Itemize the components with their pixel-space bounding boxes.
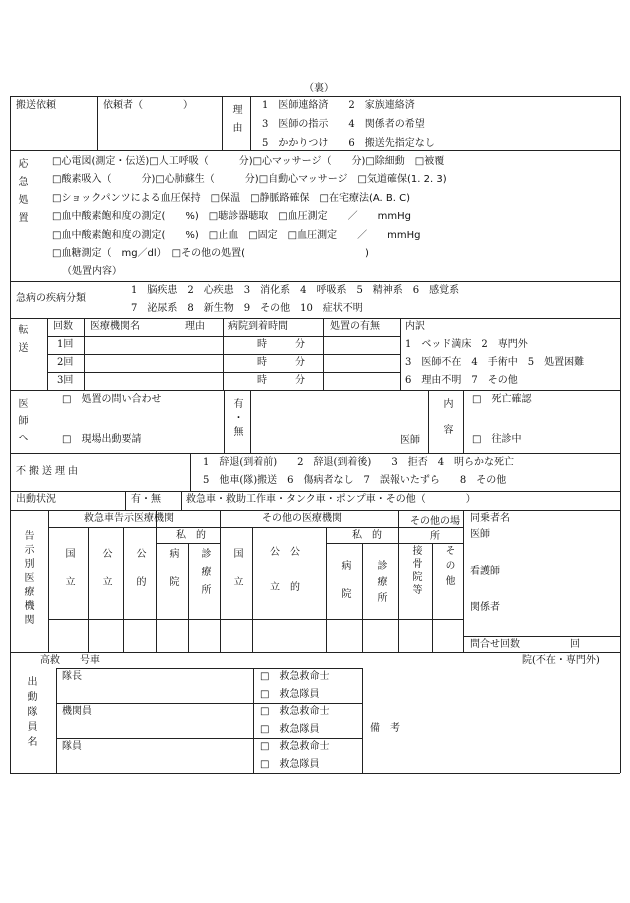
reason-line-1: 1 医師連絡済 2 家族連絡済 [262, 100, 415, 111]
col-hospital-2: 病院 [339, 560, 350, 616]
col-hospital-1: 病院 [167, 548, 178, 604]
member-qual-2[interactable]: □ 救急隊員 [260, 759, 320, 770]
disease-line-1: 1 脳疾患 2 心疾患 3 消化系 4 呼吸系 5 精神系 6 感覚系 [131, 285, 460, 296]
content-label: 内容 [441, 398, 452, 450]
other-header: その他の医療機関 [262, 513, 342, 524]
no-transport-line-2: 5 他車(隊)搬送 6 傷病者なし 7 誤報いたずら 8 その他 [203, 475, 507, 486]
house-call-checkbox[interactable]: □ 往診中 [472, 434, 522, 445]
col-clinic-1: 診療所 [199, 548, 210, 602]
detail-line-1: 1 ベッド満床 2 専門外 [405, 339, 528, 350]
col-institution: 医療機関名 [90, 321, 140, 332]
engineer-qual-1[interactable]: □ 救急救命士 [260, 706, 330, 717]
col-quasi-1: 公的 [134, 548, 145, 604]
col-other-place: その他 [443, 545, 454, 590]
other-private-header: 私 的 [352, 530, 382, 541]
col-national-1: 国立 [63, 548, 74, 604]
first-aid-line-4[interactable]: □血中酸素飽和度の測定( %) □聴診器聴取 □血圧測定 ／ mmHg [52, 211, 411, 222]
detail-line-2: 3 医師不在 4 手術中 5 処置困難 [405, 357, 585, 368]
col-quasi-2: 立 的 [270, 582, 300, 593]
first-aid-line-2[interactable]: □酸素吸入（ 分)□心肺蘇生（ 分)□自動心マッサージ □気道確保(1. 2. 3) [52, 174, 447, 185]
row-3-minute: 分 [295, 375, 305, 386]
companion-label: 同乗者名 [470, 513, 510, 524]
reason-line-3: 5 かかりつけ 6 搬送先指定なし [262, 138, 435, 149]
col-bonesetter: 接骨院等 [410, 545, 421, 597]
col-arrival: 病院到着時間 [228, 321, 288, 332]
first-aid-line-5[interactable]: □血中酸素飽和度の測定( %) □止血 □固定 □血圧測定 ／ mmHg [52, 230, 421, 241]
col-treatment: 処置の有無 [330, 321, 380, 332]
contact-count: 問合せ回数 回 [470, 639, 580, 650]
transfer-row-2-count: 2回 [57, 357, 74, 368]
car-number: 高救 号車 [40, 655, 100, 666]
page-side-label: （裏） [304, 83, 334, 94]
companion-related: 関係者 [470, 602, 500, 613]
reason-label: 理由 [230, 104, 241, 140]
first-aid-line-3[interactable]: □ショックパンツによる血圧保持 □保温 □静脈路確保 □在宅療法(A. B. C) [52, 193, 411, 204]
disease-line-2: 7 泌尿系 8 新生物 9 その他 10 症状不明 [131, 303, 363, 314]
request-checkbox[interactable]: □ 現場出動要請 [62, 434, 142, 445]
row-3-hour: 時 [257, 375, 267, 386]
treatment-content-label: （処置内容） [62, 266, 122, 277]
notified-header: 救急車告示医療機関 [84, 513, 174, 524]
first-aid-line-1[interactable]: □心電図(測定・伝送)□人工呼吸（ 分)□心マッサージ（ 分)□除細動 □被覆 [52, 156, 445, 167]
remarks-label: 備 考 [370, 723, 400, 734]
dispatch-vehicles[interactable]: 救急車・救助工作車・タンク車・ポンプ車・その他（ ） [186, 494, 476, 505]
transfer-row-3-count: 3回 [57, 375, 74, 386]
first-aid-label: 応急処置 [16, 158, 27, 230]
doctor-name-label: 医師 [400, 435, 420, 446]
no-transport-line-1: 1 辞退(到着前) 2 辞退(到着後) 3 拒否 4 明らかな死亡 [203, 457, 515, 468]
col-public-1: 公立 [100, 548, 111, 604]
col-count: 回数 [53, 321, 73, 332]
disease-label: 急病の疾病分類 [16, 293, 86, 304]
engineer-qual-2[interactable]: □ 救急隊員 [260, 724, 320, 735]
member-qual-1[interactable]: □ 救急救命士 [260, 741, 330, 752]
hospital-status: 院(不在・専門外) [522, 655, 600, 666]
role-captain: 隊長 [62, 671, 82, 682]
companion-nurse: 看護師 [470, 566, 500, 577]
role-engineer: 機関員 [62, 706, 92, 717]
col-national-2: 国立 [231, 548, 242, 604]
col-reason: 理由 [185, 321, 205, 332]
row-1-hour: 時 [257, 339, 267, 350]
death-checkbox[interactable]: □ 死亡確認 [472, 394, 532, 405]
col-clinic-2: 診療所 [375, 560, 386, 608]
doctor-yes-no[interactable]: 有・無 [231, 398, 242, 440]
other-place-header: その他の場所 [410, 516, 460, 542]
transfer-label: 転送 [16, 324, 27, 360]
first-aid-line-6[interactable]: □血糖測定（ mg／dl） □その他の処置( ) [52, 248, 369, 259]
dispatch-yes-no[interactable]: 有・無 [131, 494, 161, 505]
crew-label: 出動隊員名 [25, 676, 36, 751]
detail-line-3: 6 理由不明 7 その他 [405, 375, 518, 386]
captain-qual-2[interactable]: □ 救急隊員 [260, 689, 320, 700]
doctor-label: 医師へ [16, 398, 27, 449]
request-label: 搬送依頼 [16, 100, 56, 111]
no-transport-label: 不搬送理由 [16, 466, 81, 477]
requester-field[interactable]: 依頼者（ ） [103, 100, 193, 111]
role-member: 隊員 [62, 741, 82, 752]
notified-private-header: 私 的 [176, 530, 206, 541]
reason-line-2: 3 医師の指示 4 関係者の希望 [262, 119, 425, 130]
dispatch-label: 出動状況 [16, 494, 56, 505]
captain-qual-1[interactable]: □ 救急救命士 [260, 671, 330, 682]
col-public-2: 公 公 [270, 547, 300, 558]
row-2-minute: 分 [295, 357, 305, 368]
inquiry-checkbox[interactable]: □ 処置の問い合わせ [62, 394, 162, 405]
row-2-hour: 時 [257, 357, 267, 368]
col-detail: 内訳 [405, 321, 425, 332]
hospital-class-label: 告示別医療機関 [22, 530, 33, 628]
transfer-row-1-count: 1回 [57, 339, 74, 350]
row-1-minute: 分 [295, 339, 305, 350]
companion-doctor: 医師 [470, 529, 490, 540]
